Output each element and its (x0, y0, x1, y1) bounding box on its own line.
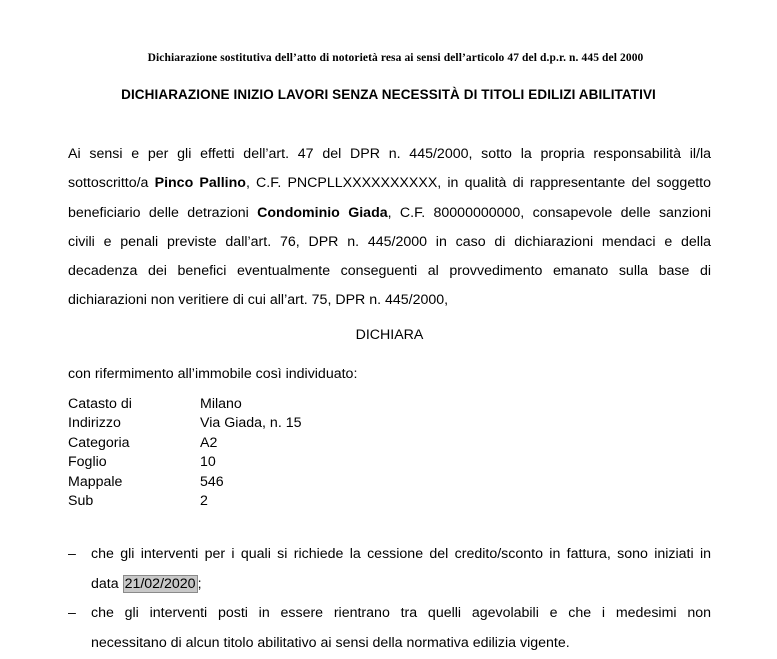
list-item-line: che gli interventi per i quali si richiede la cessione del credito/sconto in fattura, sono iniziati in (91, 546, 711, 562)
cadastral-row (68, 395, 302, 414)
cadastral-value: Milano (200, 396, 242, 412)
dichiara-heading: DICHIARA (355, 327, 424, 343)
cadastral-value: 546 (200, 473, 224, 490)
cadastral-row (68, 414, 302, 433)
paragraph-line: sottoscritto/a Pinco Pallino, C.F. PNCPLLXXXXXXXXXX, in qualità di rappresentante del soggetto (68, 175, 711, 192)
paragraph-line: beneficiario delle detrazioni Condominio Giada, C.F. 80000000000, consapevole delle sanzioni (68, 204, 711, 221)
declaration-paragraph (68, 140, 711, 316)
cadastral-label: Indirizzo (68, 415, 121, 432)
paragraph-line: decadenza dei benefici eventualmente conseguenti al provvedimento emanato sulla base di (68, 263, 711, 280)
cadastral-value: A2 (200, 434, 218, 451)
start-date-field[interactable]: 21/02/2020 (124, 575, 196, 592)
paragraph-line: dichiarazioni non veritiere di cui all’art. 75, DPR n. 445/2000, (68, 292, 449, 309)
cadastral-value: 2 (200, 492, 208, 509)
declarant-name: Pinco Pallino (154, 175, 246, 192)
beneficiary-name: Condominio Giada (257, 204, 388, 221)
cadastral-value: Via Giada, n. 15 (200, 415, 302, 432)
dash-bullet: – (68, 546, 76, 562)
cadastral-value: 10 (200, 454, 216, 471)
cadastral-table (68, 395, 302, 511)
cadastral-row (68, 453, 302, 472)
cadastral-label: Sub (68, 492, 94, 509)
dash-bullet: – (68, 605, 76, 621)
cadastral-row (68, 473, 302, 492)
list-item-line: che gli interventi posti in essere rientrano tra quelli agevolabili e che i medesimi non (91, 605, 711, 621)
list-item-line: data 21/02/2020 ; (91, 575, 202, 592)
cadastral-row (68, 492, 302, 511)
list-item-line: necessitano di alcun titolo abilitativo ai sensi della normativa edilizia vigente. (91, 634, 570, 651)
document-subtitle: Dichiarazione sostitutiva dell’atto di notorietà resa ai sensi dell’articolo 47 del d.p.r. n. 445 del 2000 (147, 52, 644, 64)
cadastral-label: Foglio (68, 454, 107, 471)
cadastral-label: Catasto di (68, 396, 132, 412)
cadastral-label: Categoria (68, 434, 130, 451)
cadastral-row (68, 434, 302, 453)
paragraph-line: Ai sensi e per gli effetti dell’art. 47 del DPR n. 445/2000, sotto la propria responsabilità il/la (68, 146, 711, 162)
list-item (68, 599, 711, 658)
document-title: DICHIARAZIONE INIZIO LAVORI SENZA NECESSITÀ DI TITOLI EDILIZI ABILITATIVI (121, 87, 656, 102)
paragraph-line: civili e penali previste dall’art. 76, DPR n. 445/2000 in caso di dichiarazioni mendaci e della (68, 233, 711, 250)
list-item (68, 540, 711, 599)
declaration-list (68, 540, 711, 658)
cadastral-label: Mappale (68, 473, 123, 490)
property-intro: con rifermimento all’immobile così individuato: (68, 366, 358, 382)
